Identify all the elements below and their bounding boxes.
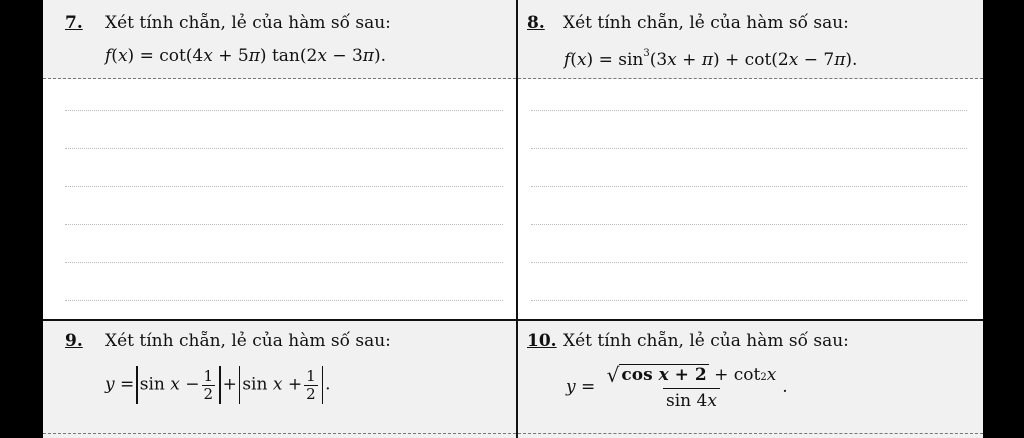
answer-line[interactable] [65, 186, 503, 187]
problem-7-header [43, 0, 516, 79]
problem-formula: $f(x) = \sin^3(3x + \pi) + \cot(2x - 7\pi)$. [564, 48, 858, 70]
problem-statement: Xét tính chẵn, lẻ của hàm số sau: [105, 331, 391, 351]
problem-number: 7. [65, 13, 83, 33]
problem-statement: Xét tính chẵn, lẻ của hàm số sau: [563, 331, 849, 351]
answer-line[interactable] [65, 262, 503, 263]
answer-line[interactable] [531, 110, 967, 111]
worksheet-page [43, 0, 983, 438]
divider [518, 433, 983, 434]
answer-line[interactable] [65, 110, 503, 111]
column-divider [516, 0, 518, 438]
problem-number: 9. [65, 331, 83, 351]
divider [43, 433, 516, 434]
problem-statement: Xét tính chẵn, lẻ của hàm số sau: [563, 13, 849, 33]
problem-number: 10. [527, 331, 557, 351]
problem-number: 8. [527, 13, 545, 33]
answer-line[interactable] [531, 148, 967, 149]
answer-line[interactable] [531, 224, 967, 225]
answer-line[interactable] [531, 300, 967, 301]
problem-formula: y = sin x − $\frac{1}{2}$ + sin x + $\frac{1}{2}$ . [105, 366, 331, 403]
problem-formula: y = √ cos x + 2 + cot 2 x sin 4x . [566, 363, 788, 411]
problem-formula: f(x) = cot(4x + 5π) tan(2x − 3π). [105, 46, 387, 66]
answer-line[interactable] [65, 300, 503, 301]
row-divider [43, 319, 983, 321]
problem-statement: Xét tính chẵn, lẻ của hàm số sau: [105, 13, 391, 33]
answer-line[interactable] [65, 148, 503, 149]
answer-line[interactable] [531, 262, 967, 263]
answer-line[interactable] [531, 186, 967, 187]
answer-line[interactable] [65, 224, 503, 225]
